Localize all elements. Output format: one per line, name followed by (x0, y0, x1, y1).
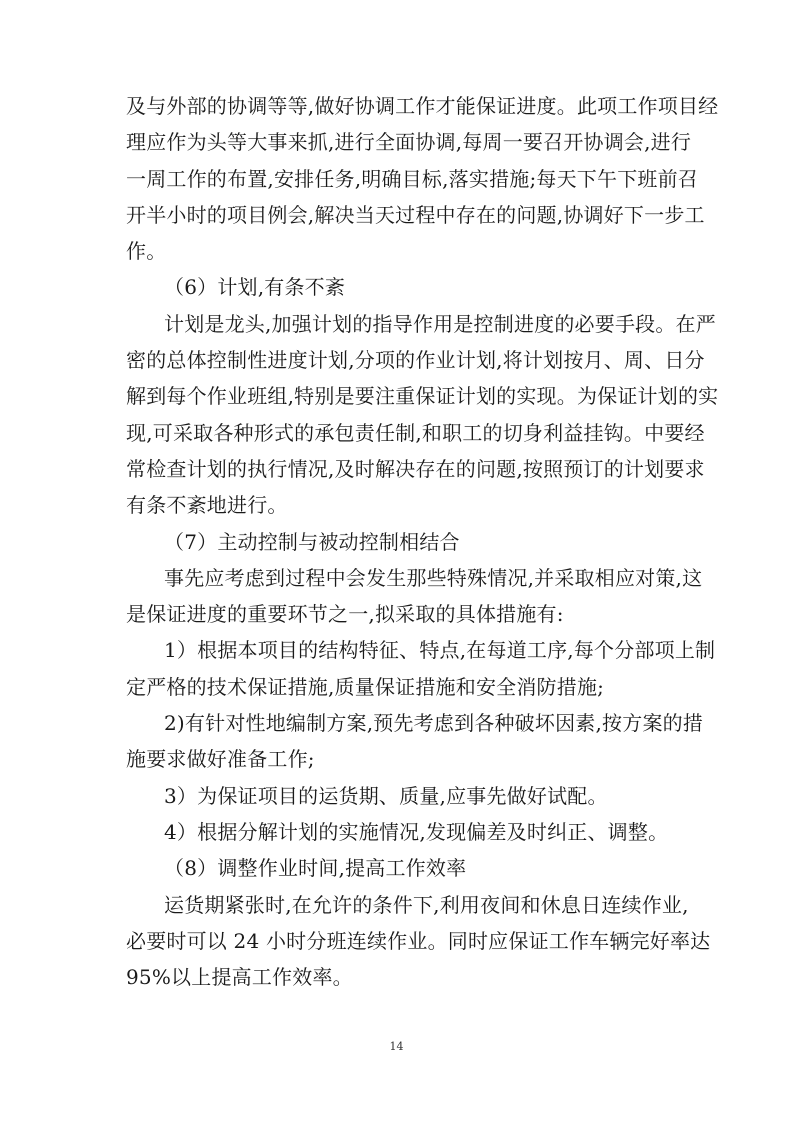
text-line: 95%以上提高工作效率。 (126, 965, 353, 990)
text-line: 密的总体控制性进度计划,分项的作业计划,将计划按月、周、日分 (126, 348, 705, 373)
section-heading: （7）主动控制与被动控制相结合 (164, 529, 460, 554)
text-line: 一周工作的布置,安排任务,明确目标,落实措施;每天下午下班前召 (126, 166, 699, 191)
text-line: 作。 (126, 239, 167, 264)
text-line: 及与外部的协调等等,做好协调工作才能保证进度。此项工作项目经 (126, 94, 719, 118)
text-line: 事先应考虑到过程中会发生那些特殊情况,并采取相应对策,这 (164, 565, 703, 590)
section-heading: （6）计划,有条不紊 (164, 275, 346, 300)
text-line: 是保证进度的重要环节之一,拟采取的具体措施有: (126, 602, 564, 627)
text-line: 运货期紧张时,在允许的条件下,利用夜间和休息日连续作业, (164, 892, 689, 917)
text-line: 现,可采取各种形式的承包责任制,和职工的切身利益挂钩。中要经 (126, 420, 705, 445)
text-line: 计划是龙头,加强计划的指导作用是控制进度的必要手段。在严 (164, 311, 716, 336)
text-line: 开半小时的项目例会,解决当天过程中存在的问题,协调好下一步工 (126, 202, 705, 227)
text-line: 定严格的技术保证措施,质量保证措施和安全消防措施; (126, 674, 605, 699)
text-line: 理应作为头等大事来抓,进行全面协调,每周一要召开协调会,进行 (126, 130, 692, 155)
list-item: 1）根据本项目的结构特征、特点,在每道工序,每个分部项上制 (164, 638, 716, 663)
list-item: 3）为保证项目的运货期、质量,应事先做好试配。 (164, 783, 608, 808)
text-line: 施要求做好准备工作; (126, 747, 315, 772)
list-item: 4）根据分解计划的实施情况,发现偏差及时纠正、调整。 (164, 819, 669, 844)
text-line: 必要时可以 24 小时分班连续作业。同时应保证工作车辆完好率达 (126, 928, 711, 953)
section-heading: （8）调整作业时间,提高工作效率 (164, 856, 467, 881)
page-number: 14 (389, 1040, 404, 1053)
text-line: 常检查计划的执行情况,及时解决存在的问题,按照预订的计划要求 (126, 456, 705, 481)
list-item: 2)有针对性地编制方案,预先考虑到各种破坏因素,按方案的措 (164, 711, 704, 736)
text-line: 解到每个作业班组,特别是要注重保证计划的实现。为保证计划的实 (126, 384, 719, 409)
text-line: 有条不紊地进行。 (126, 493, 288, 518)
body-text (126, 88, 719, 995)
